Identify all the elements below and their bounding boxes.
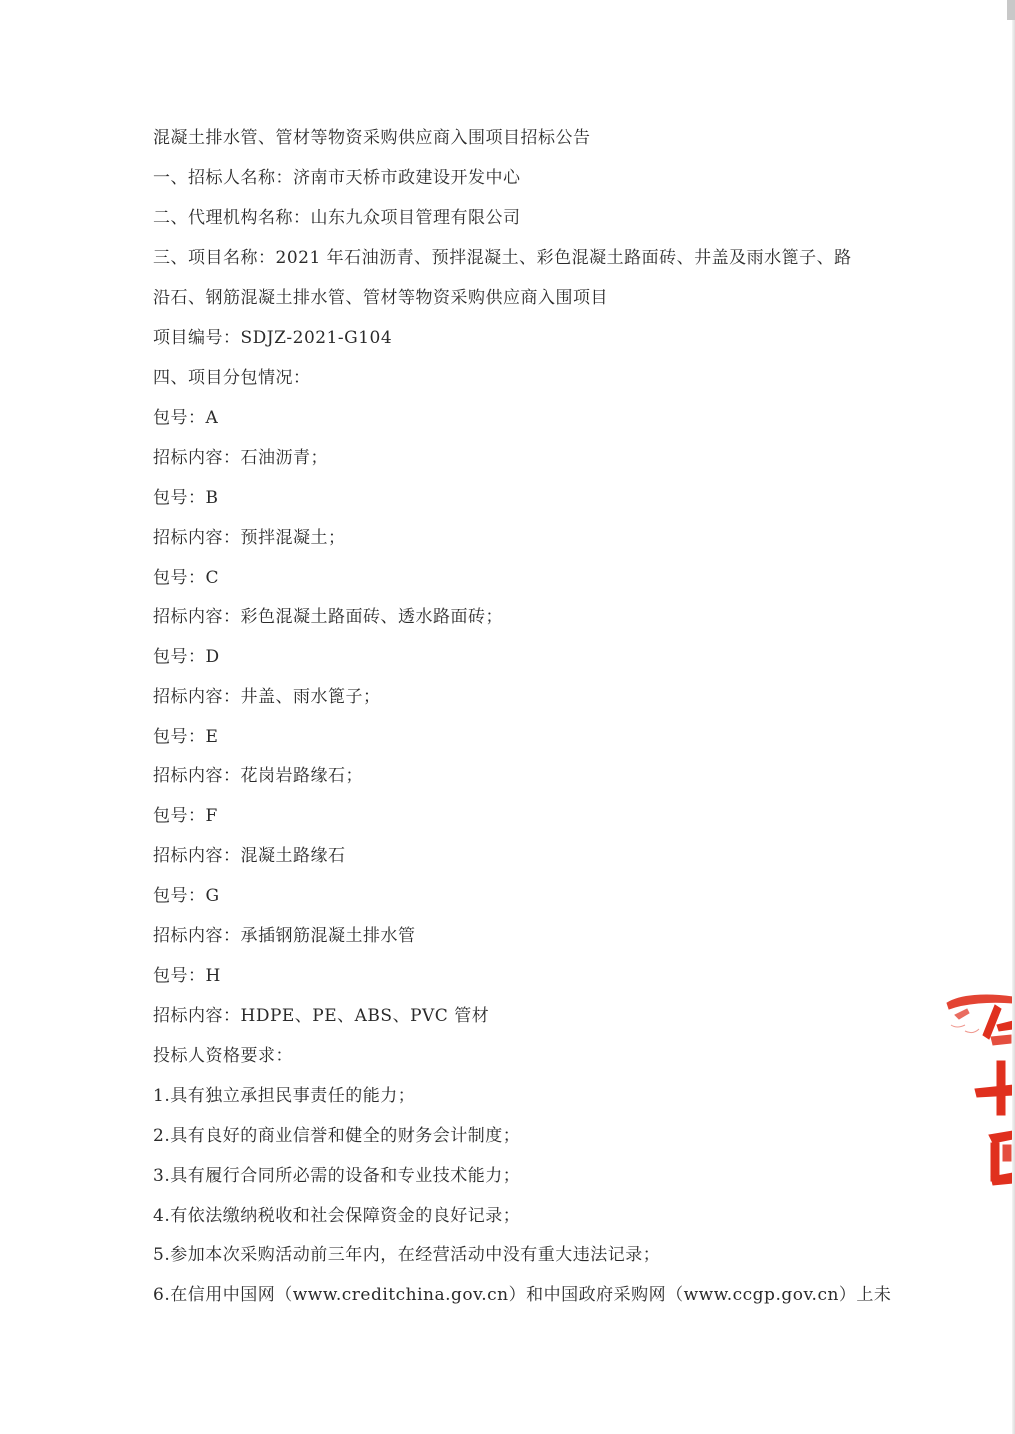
lot-content-f: 招标内容：混凝土路缘石 bbox=[153, 846, 346, 866]
lot-number-c: 包号：C bbox=[153, 568, 220, 588]
lot-number-a: 包号：A bbox=[153, 408, 219, 428]
qualification-item-5: 5.参加本次采购活动前三年内，在经营活动中没有重大违法记录； bbox=[153, 1245, 661, 1265]
qualification-item-1: 1.具有独立承担民事责任的能力； bbox=[153, 1086, 416, 1106]
qualification-item-3: 3.具有履行合同所必需的设备和专业技术能力； bbox=[153, 1166, 521, 1186]
document-title: 混凝土排水管、管材等物资采购供应商入围项目招标公告 bbox=[153, 128, 591, 148]
lot-number-f: 包号：F bbox=[153, 806, 218, 826]
qualification-item-6: 6.在信用中国网（www.creditchina.gov.cn）和中国政府采购网（www.ccgp.gov.cn）上未 bbox=[153, 1285, 892, 1305]
qualification-item-2: 2.具有良好的商业信誉和健全的财务会计制度； bbox=[153, 1126, 521, 1146]
text-line-tenderer: 一、招标人名称：济南市天桥市政建设开发中心 bbox=[153, 168, 521, 188]
lot-content-a: 招标内容：石油沥青； bbox=[153, 448, 328, 468]
lot-number-h: 包号：H bbox=[153, 966, 221, 986]
qualification-heading: 投标人资格要求： bbox=[153, 1046, 293, 1066]
lot-content-h: 招标内容：HDPE、PE、ABS、PVC 管材 bbox=[153, 1006, 490, 1026]
lot-content-e: 招标内容：花岗岩路缘石； bbox=[153, 766, 363, 786]
text-line-project-number: 项目编号：SDJZ-2021-G104 bbox=[153, 328, 393, 348]
red-seal-stamp bbox=[945, 985, 1015, 1195]
qualification-item-4: 4.有依法缴纳税收和社会保障资金的良好记录； bbox=[153, 1206, 521, 1226]
lot-number-d: 包号：D bbox=[153, 647, 220, 667]
text-line-agency: 二、代理机构名称：山东九众项目管理有限公司 bbox=[153, 208, 521, 228]
text-line-lots-heading: 四、项目分包情况： bbox=[153, 368, 311, 388]
lot-content-b: 招标内容：预拌混凝土； bbox=[153, 528, 346, 548]
lot-number-e: 包号：E bbox=[153, 727, 219, 747]
lot-content-d: 招标内容：井盖、雨水篦子； bbox=[153, 687, 381, 707]
text-line-project-name: 三、项目名称：2021 年石油沥青、预拌混凝土、彩色混凝土路面砖、井盖及雨水篦子、路 bbox=[153, 248, 852, 268]
text-line-project-name-cont: 沿石、钢筋混凝土排水管、管材等物资采购供应商入围项目 bbox=[153, 288, 608, 308]
lot-content-g: 招标内容：承插钢筋混凝土排水管 bbox=[153, 926, 416, 946]
lot-content-c: 招标内容：彩色混凝土路面砖、透水路面砖； bbox=[153, 607, 503, 627]
lot-number-g: 包号：G bbox=[153, 886, 220, 906]
lot-number-b: 包号：B bbox=[153, 488, 219, 508]
scan-corner bbox=[1007, 0, 1015, 20]
